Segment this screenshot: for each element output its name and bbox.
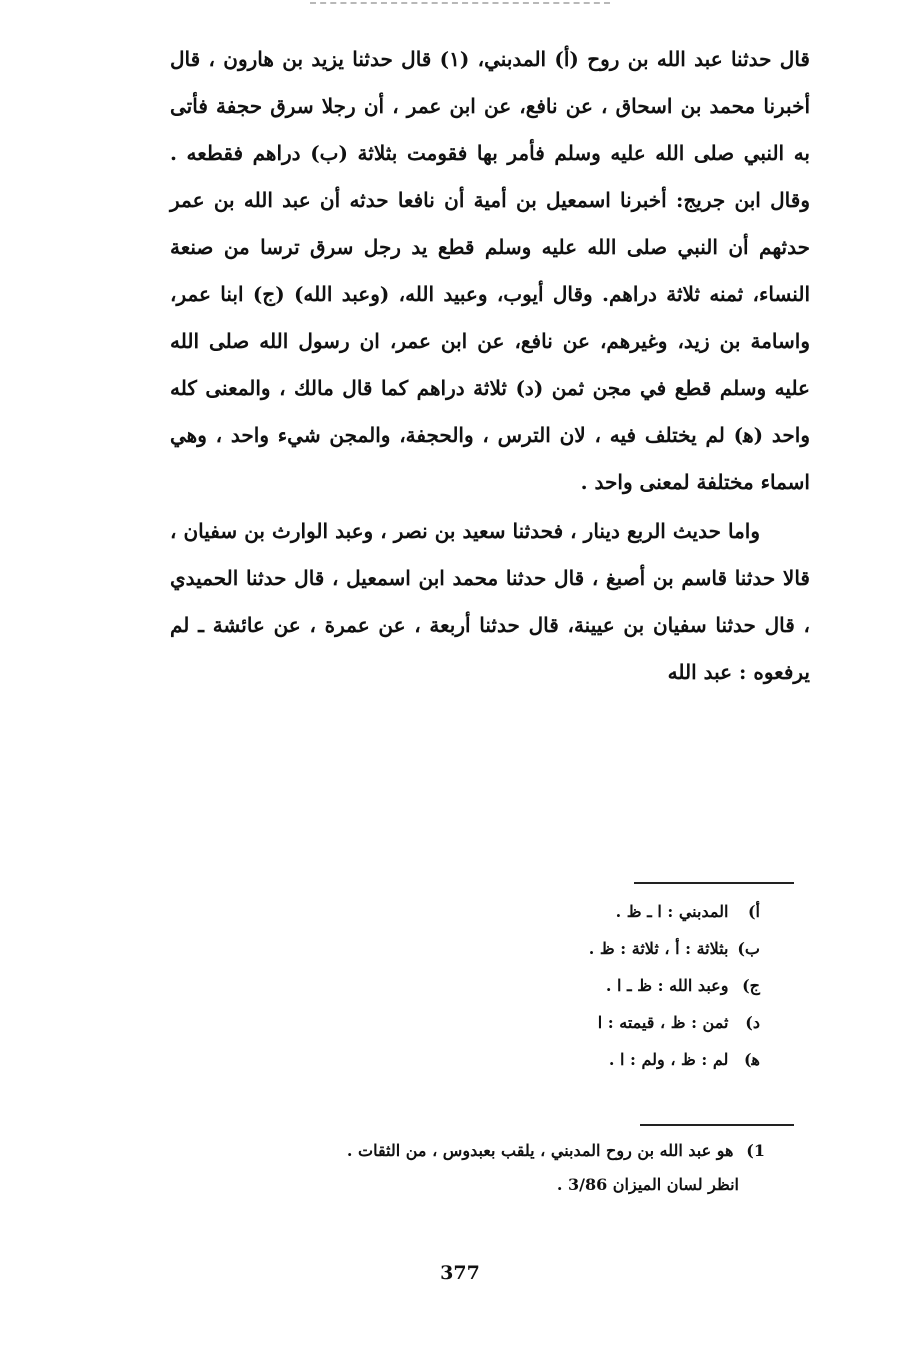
variant-note (420, 1004, 760, 1041)
variant-note (420, 930, 760, 967)
variant-note (420, 1041, 760, 1078)
body-paragraph-1: قال حدثنا عبد الله بن روح (أ) المدبني، (١) قال حدثنا يزيد بن هارون ، قال أخبرنا محمد بن اسحاق ، عن نافع، عن ابن عمر ، أن رجلا سرق حجفة فأتى به النبي صلى الله عليه وسلم فأمر بها فقومت بثلاثة (ب) دراهم فقطعه . وقال ابن جريج: أخبرنا اسمعيل بن أمية أن نافعا حدثه أن عبد الله بن عمر حدثهم أن النبي صلى الله عليه وسلم قطع يد رجل سرق ترسا من صنعة النساء، ثمنه ثلاثة دراهم. وقال أيوب، وعبيد الله، (وعبد الله) (ج) ابنا عمر، واسامة بن زيد، وغيرهم، عن نافع، عن ابن عمر، ان رسول الله صلى الله عليه وسلم قطع في مجن ثمن (د) ثلاثة دراهم كما قال مالك ، والمعنى كله واحد (ﻫ) لم يختلف فيه ، لان الترس ، والحجفة، والمجن شيء واحد ، وهي اسماء مختلفة لمعنى واحد . (170, 47, 810, 494)
footnote-line-2 (200, 1168, 765, 1202)
variant-text: المدبني : ا ـ ظ . (615, 902, 729, 921)
main-text-block (170, 36, 810, 696)
footnote-text-line-1: هو عبد الله بن روح المدبني ، يلقب بعبدوس ، من الثقات . (346, 1141, 734, 1160)
footnote-text-line-2: انظر لسان الميزان 3/86 . (556, 1175, 739, 1194)
variant-note (420, 967, 760, 1004)
variants-separator-rule (634, 882, 794, 884)
variant-text: ثمن : ظ ، قيمته : ا (597, 1013, 729, 1032)
page-number: 377 (440, 1262, 480, 1284)
footnote-separator-rule (640, 1124, 794, 1126)
footnote (200, 1134, 765, 1202)
variant-text: بثلاثة : أ ، ثلاثة : ظ . (588, 939, 729, 958)
footnote-number: 1) (746, 1141, 765, 1160)
top-edge-dashes (310, 2, 610, 4)
variant-mark: ب) (737, 939, 760, 958)
variant-mark: ج) (742, 976, 760, 995)
variant-mark: ﻫ) (743, 1050, 760, 1069)
variant-mark: أ) (747, 902, 760, 921)
body-paragraph-2: واما حديث الربع دينار ، فحدثنا سعيد بن نصر ، وعبد الوارث بن سفيان ، قالا حدثنا قاسم بن أصبغ ، قال حدثنا محمد ابن اسمعيل ، قال حدثنا الحميدي ، قال حدثنا سفيان بن عيينة، قال حدثنا أربعة ، عن عمرة ، عن عائشة ـ لم يرفعوه : عبد الله (170, 519, 810, 684)
textual-variants-list (420, 893, 760, 1078)
variant-mark: د) (745, 1013, 760, 1032)
variant-text: وعبد الله : ظ ـ ا . (605, 976, 729, 995)
footnote-line-1 (200, 1134, 765, 1168)
variant-text: لم : ظ ، ولم : ا . (608, 1050, 729, 1069)
variant-note (420, 893, 760, 930)
